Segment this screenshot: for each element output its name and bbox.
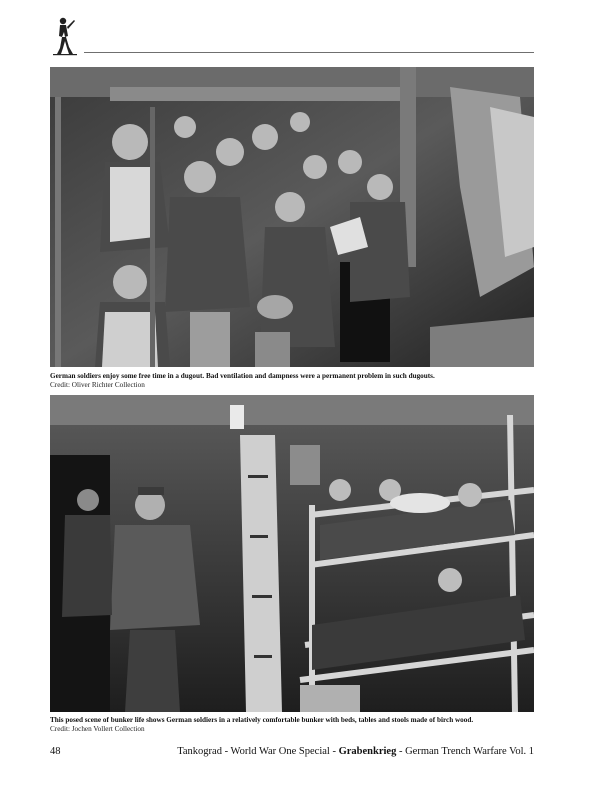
running-footer-title [177,745,534,759]
footer-title-suffix: - German Trench Warfare Vol. 1 [396,746,534,757]
figure-credit: Credit: Oliver Richter Collection [50,381,145,389]
bunker-photograph [50,395,534,712]
footer-title-prefix: Tankograd - World War One Special - [177,746,339,757]
soldier-silhouette-icon [50,14,80,56]
footer-title-bold: Grabenkrieg [338,746,397,757]
figure-caption: German soldiers enjoy some free time in a dugout. Bad ventilation and dampness were a permanent problem in such dugouts. [50,372,435,380]
figure-caption: This posed scene of bunker life shows German soldiers in a relatively comfortable bunker with beds, tables and stools made of birch wood. [50,716,474,724]
header-rule [84,52,534,53]
page-number: 48 [50,746,61,757]
dugout-photograph [50,67,534,367]
figure-credit: Credit: Jochen Vollert Collection [50,725,145,733]
